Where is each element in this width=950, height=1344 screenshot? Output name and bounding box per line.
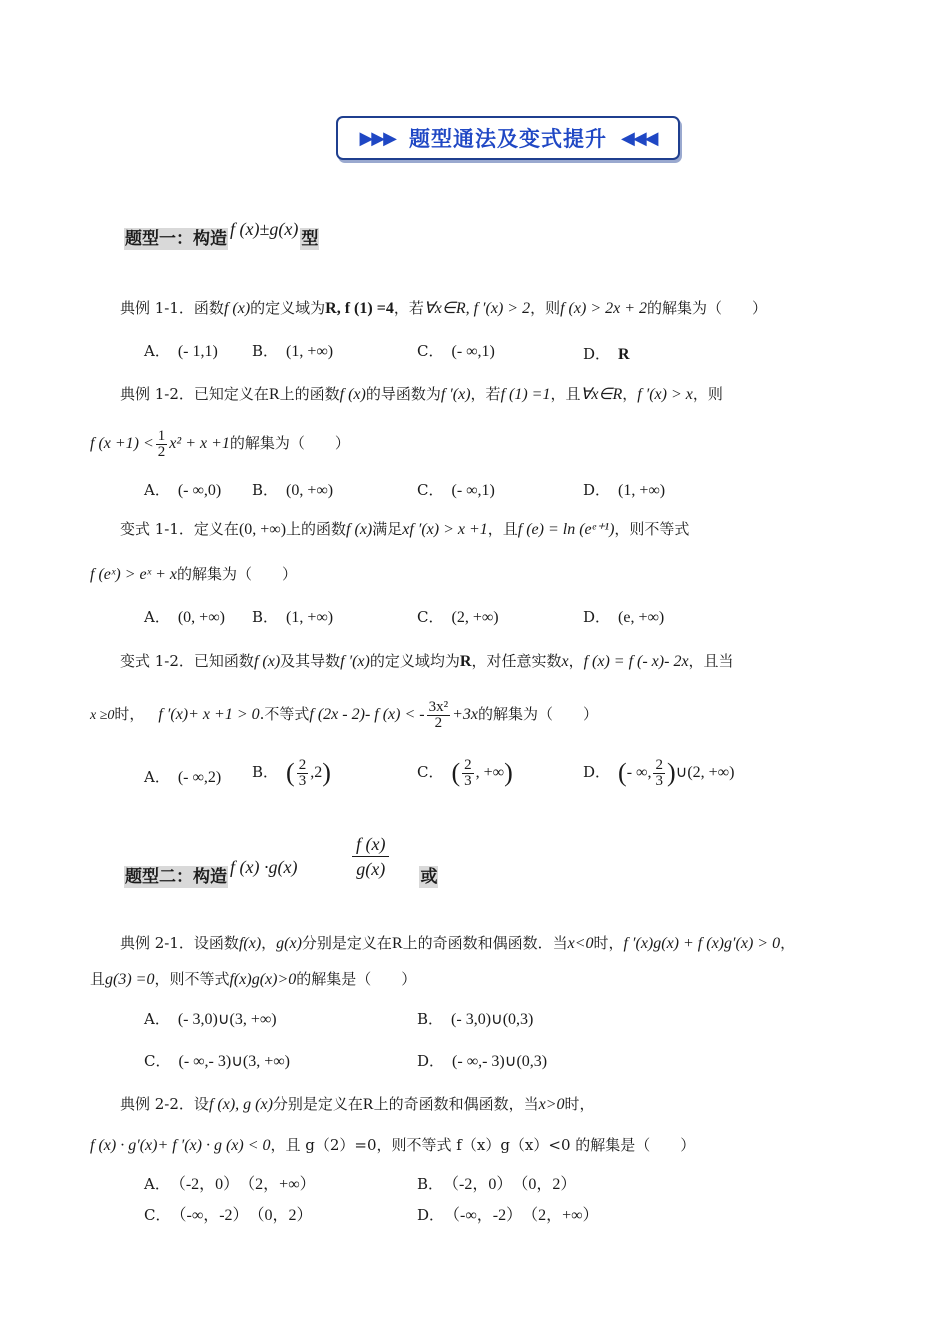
- ex11-option-d[interactable]: D． R: [583, 345, 630, 363]
- var12-question-line2: x ≥0时， f ′(x)+ x +1 > 0.不等式f (2x - 2)- f (x) < - $\frac{\text{3x²}}{2}$ +3x的解集为（ ）: [90, 698, 599, 731]
- ex12-question-line2: f (x +1) < $\frac{1}{2}$ x² + x +1的解集为（ ）: [90, 427, 350, 460]
- section2-or: 或: [420, 867, 438, 887]
- left-arrows-icon: ◀◀◀: [621, 127, 657, 149]
- ex11-option-a[interactable]: A． (- 1,1): [144, 342, 218, 360]
- var11-option-d[interactable]: D． (e, +∞): [583, 608, 665, 626]
- right-arrows-icon: ▶▶▶: [359, 127, 395, 149]
- var12-option-d[interactable]: D． (- ∞, $\frac{2}{3}$ )∪(2, +∞): [583, 756, 735, 789]
- ex21-question-line1: 典例 2-1．设函数f(x)，g(x)分别是定义在R上的奇函数和偶函数．当x<0时，f ′(x)g(x) + f (x)g′(x) > 0，: [120, 934, 796, 952]
- ex22-option-c[interactable]: C． （-∞，-2） （0，2）: [144, 1206, 313, 1224]
- var11-question-line2: f (eˣ) > eˣ + x的解集为（ ）: [90, 565, 298, 583]
- ex11-option-b[interactable]: B． (1, +∞): [252, 342, 334, 360]
- section2-label: 题型二：构造: [125, 867, 227, 887]
- section2-heading: [124, 857, 438, 888]
- ex11-option-c[interactable]: C． (- ∞,1): [417, 342, 495, 360]
- section2-fraction: $\frac{f (x)}{g(x)}$: [352, 832, 389, 881]
- ex12-fraction: $\frac{1}{2}$: [157, 427, 166, 460]
- ex21-option-d[interactable]: D． (- ∞,- 3)∪(0,3): [417, 1052, 548, 1070]
- var11-option-b[interactable]: B． (1, +∞): [252, 608, 334, 626]
- ex21-option-a[interactable]: A． (- 3,0)∪(3, +∞): [144, 1010, 277, 1028]
- ex12-option-c[interactable]: C． (- ∞,1): [417, 481, 495, 499]
- var12-option-c[interactable]: C． ( $\frac{2}{3}$ , +∞): [417, 756, 513, 789]
- var12-option-b[interactable]: B． ( $\frac{2}{3}$ ,2): [252, 756, 331, 789]
- ex21-option-b[interactable]: B． (- 3,0)∪(0,3): [417, 1010, 534, 1028]
- var12-option-a[interactable]: A． (- ∞,2): [144, 768, 222, 786]
- var12-question-line1: 变式 1-2．已知函数f (x)及其导数f ′(x)的定义域均为R，对任意实数x，f (x) = f (- x)- 2x，且当: [120, 652, 734, 670]
- ex22-question-line1: 典例 2-2．设f (x), g (x)分别是定义在R上的奇函数和偶函数，当x>0时，: [120, 1095, 595, 1113]
- ex12-option-d[interactable]: D． (1, +∞): [583, 481, 666, 499]
- ex12-option-a[interactable]: A． (- ∞,0): [144, 481, 222, 499]
- ex12-option-b[interactable]: B． (0, +∞): [252, 481, 334, 499]
- ex11-question: 典例 1-1．函数f (x)的定义域为R, f (1) =4，若∀x∈R, f ′(x) > 2，则f (x) > 2x + 2的解集为（ ）: [120, 299, 768, 317]
- ex22-question-line2: f (x) · g′(x)+ f ′(x) · g (x) < 0，且 g（2）=0，则不等式 f（x）g（x）<0 的解集是（ ）: [90, 1136, 696, 1154]
- section1-heading: [124, 219, 319, 250]
- ex22-option-d[interactable]: D． （-∞，-2） （2，+∞）: [417, 1206, 599, 1224]
- section1-math: f (x)±g(x): [230, 219, 299, 239]
- section1-label: 题型一：构造: [125, 229, 227, 249]
- var11-option-c[interactable]: C． (2, +∞): [417, 608, 499, 626]
- var11-option-a[interactable]: A． (0, +∞): [144, 608, 225, 626]
- section1-suffix: 型: [301, 229, 319, 249]
- var12-fraction: $\frac{\text{3x²}}{2}$: [428, 698, 449, 731]
- ex21-question-line2: 且g(3) =0，则不等式f(x)g(x)>0的解集是（ ）: [90, 970, 417, 988]
- var11-question-line1: 变式 1-1．定义在(0, +∞)上的函数f (x)满足xf ′(x) > x +1，且f (e) = ln (eᵉ⁺¹)，则不等式: [120, 520, 690, 538]
- section-banner: [336, 116, 680, 160]
- ex12-question-line1: 典例 1-2．已知定义在R上的函数f (x)的导函数为f ′(x)，若f (1) =1，且∀x∈R，f ′(x) > x，则: [120, 385, 723, 403]
- ex22-option-b[interactable]: B． （-2，0） （0，2）: [417, 1175, 577, 1193]
- banner-title: 题型通法及变式提升: [409, 127, 607, 151]
- ex22-option-a[interactable]: A． （-2，0） （2，+∞）: [144, 1175, 316, 1193]
- ex21-option-c[interactable]: C． (- ∞,- 3)∪(3, +∞): [144, 1052, 290, 1070]
- section2-math: f (x) ·g(x): [230, 857, 298, 877]
